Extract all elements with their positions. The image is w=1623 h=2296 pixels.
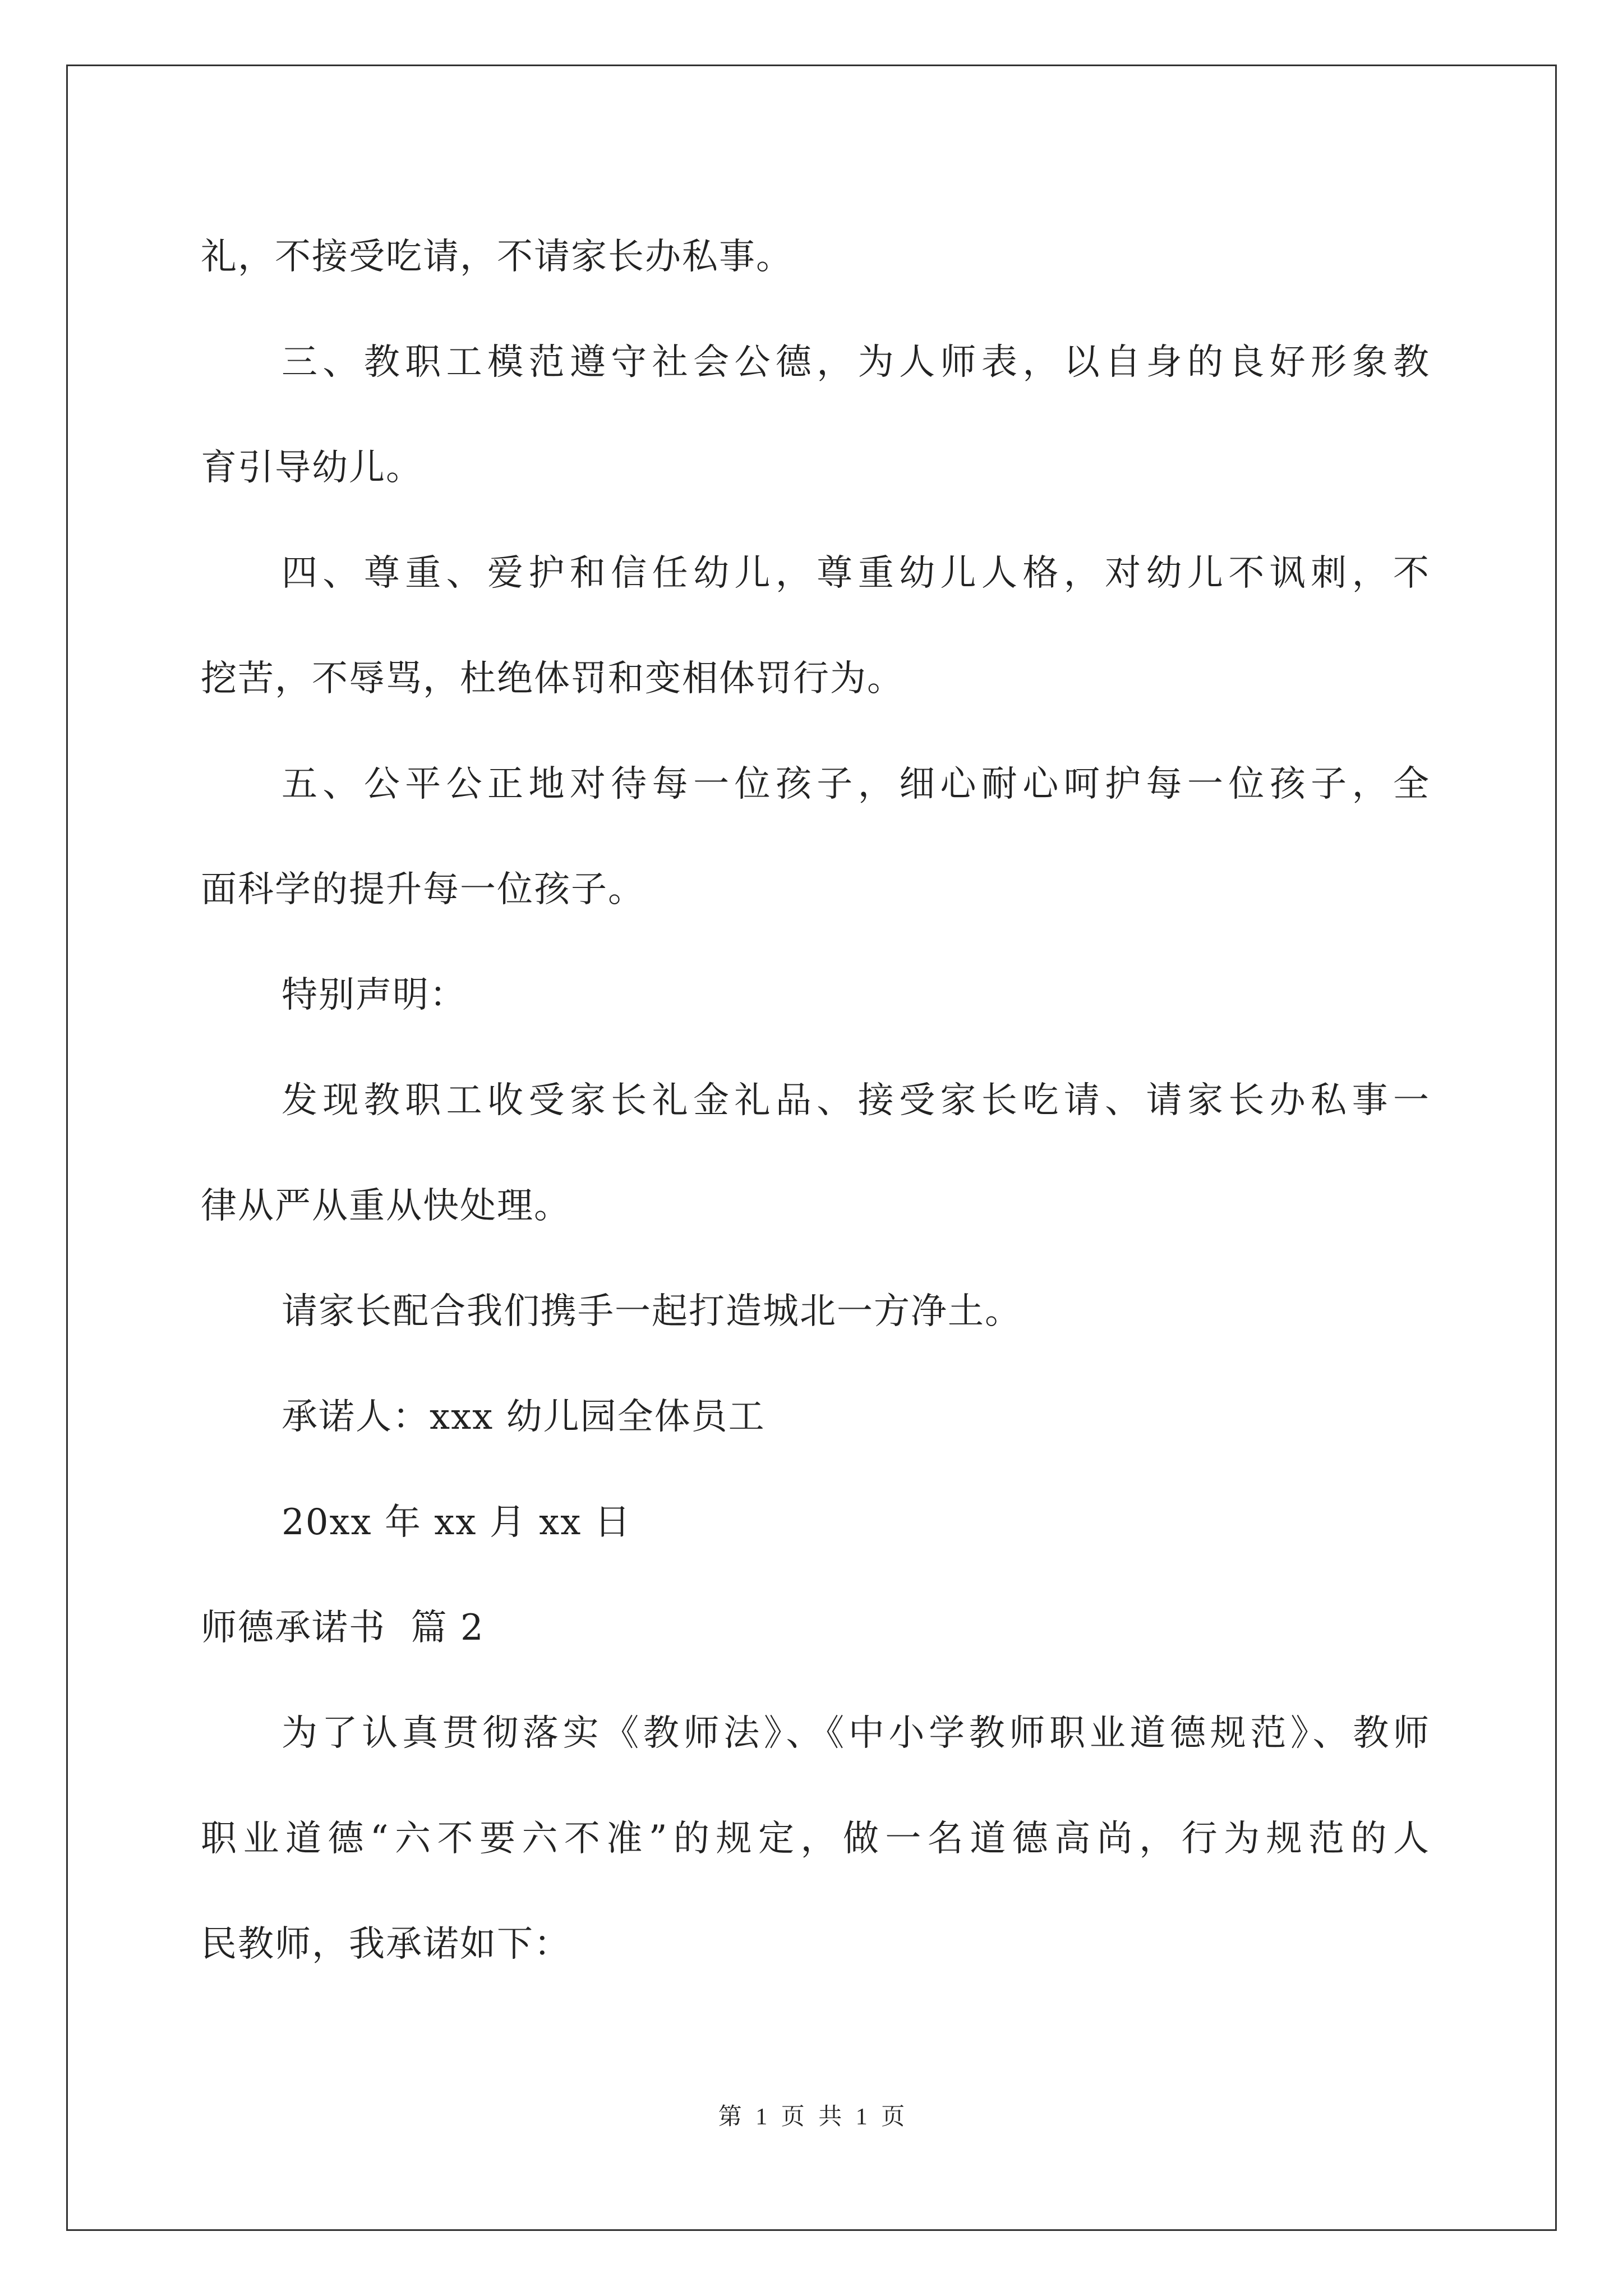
paragraph-line: 三、教职工模范遵守社会公德，为人师表，以自身的良好形象教: [282, 342, 1429, 383]
page-border: [66, 65, 1557, 2231]
signatory-line: 承诺人：xxx 幼儿园全体员工: [282, 1396, 766, 1438]
paragraph-line: 发现教职工收受家长礼金礼品、接受家长吃请、请家长办私事一: [282, 1080, 1429, 1121]
date-line: 20xx 年 xx 月 xx 日: [282, 1502, 631, 1543]
paragraph-line: 为了认真贯彻落实《教师法》、《中小学教师职业道德规范》、教师: [282, 1713, 1429, 1754]
page-footer: 第 1 页 共 1 页: [718, 2104, 905, 2130]
paragraph-line: 民教师，我承诺如下：: [201, 1924, 571, 1965]
paragraph-line: 律从严从重从快处理。: [201, 1185, 571, 1227]
paragraph-line: 请家长配合我们携手一起打造城北一方净土。: [282, 1291, 1022, 1332]
paragraph-line: 挖苦，不辱骂，杜绝体罚和变相体罚行为。: [201, 658, 904, 700]
paragraph-line: 五、公平公正地对待每一位孩子，细心耐心呵护每一位孩子，全: [282, 763, 1429, 805]
section-title: 师德承诺书 篇 2: [201, 1607, 485, 1649]
paragraph-line: 面科学的提升每一位孩子。: [201, 869, 645, 910]
section-heading: 特别声明：: [282, 974, 467, 1016]
paragraph-line: 职业道德“六不要六不准”的规定，做一名道德高尚，行为规范的人: [201, 1818, 1429, 1860]
paragraph-line: 育引导幼儿。: [201, 447, 423, 489]
paragraph-line: 四、尊重、爱护和信任幼儿，尊重幼儿人格，对幼儿不讽刺，不: [282, 553, 1429, 594]
paragraph-line: 礼，不接受吃请，不请家长办私事。: [201, 236, 793, 278]
